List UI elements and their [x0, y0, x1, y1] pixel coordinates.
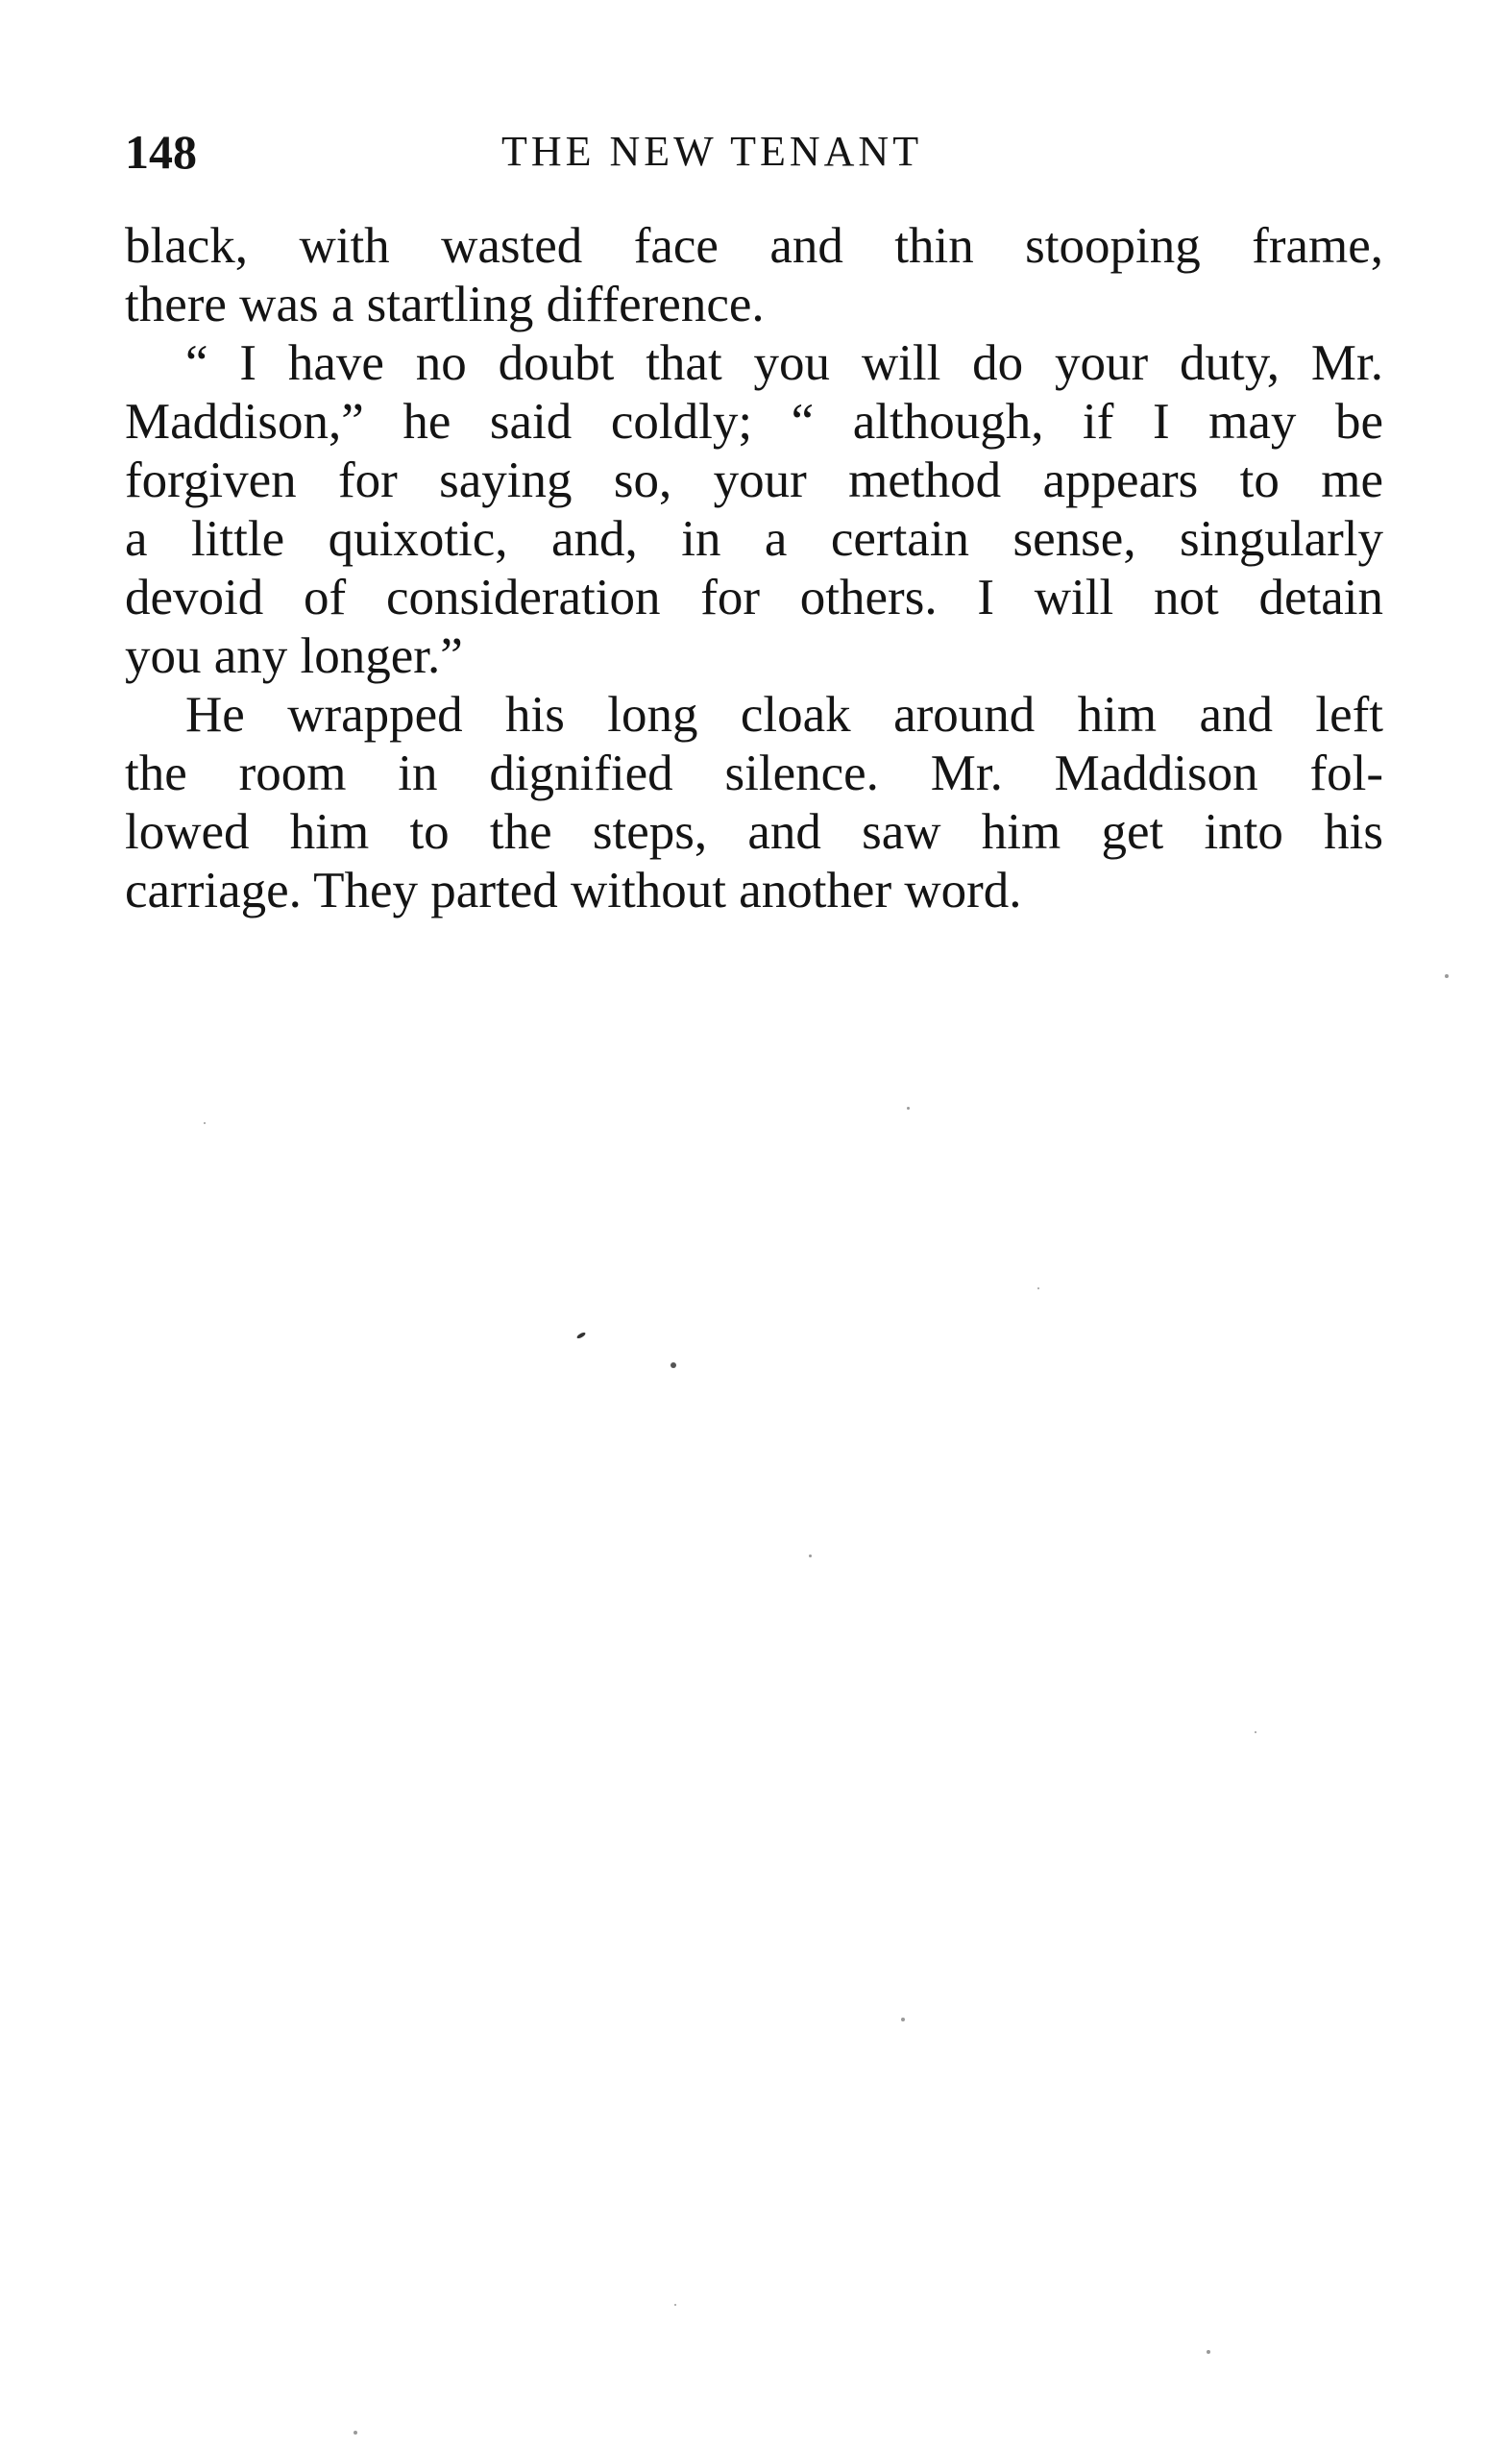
- scan-speck: [809, 1554, 812, 1557]
- text-line: carriage. They parted without another word.: [125, 863, 1022, 918]
- text-line: black, with wasted face and thin stooping frame,: [125, 218, 1383, 274]
- text-line: devoid of consideration for others. I will not detain: [125, 570, 1383, 625]
- text-line: He wrapped his long cloak around him and left: [185, 687, 1383, 743]
- scan-speck: [1445, 974, 1449, 978]
- scan-speck: [671, 1362, 676, 1368]
- scan-speck: [1255, 1731, 1256, 1733]
- scan-speck: [1037, 1287, 1039, 1289]
- text-line: lowed him to the steps, and saw him get into his: [125, 804, 1383, 860]
- scan-speck: [204, 1122, 206, 1124]
- body-text: [125, 217, 1383, 920]
- text-line: there was a startling difference.: [125, 277, 765, 332]
- running-title: THE NEW TENANT: [501, 128, 923, 175]
- page-number: 148: [125, 125, 197, 179]
- text-line: “ I have no doubt that you will do your duty, Mr.: [185, 335, 1383, 391]
- scan-speck: [576, 1332, 587, 1339]
- scan-speck: [907, 1107, 910, 1110]
- text-line: a little quixotic, and, in a certain sense, singularly: [125, 511, 1383, 567]
- text-line: the room in dignified silence. Mr. Maddison fol-: [125, 746, 1383, 801]
- scan-speck: [674, 2304, 676, 2306]
- scan-speck: [1207, 2350, 1210, 2354]
- running-head: [125, 123, 1393, 181]
- scan-speck: [901, 2018, 905, 2021]
- text-line: forgiven for saying so, your method appears to me: [125, 453, 1383, 508]
- scan-speck: [354, 2431, 357, 2435]
- text-line: you any longer.”: [125, 628, 463, 684]
- text-line: Maddison,” he said coldly; “ although, if I may be: [125, 394, 1383, 450]
